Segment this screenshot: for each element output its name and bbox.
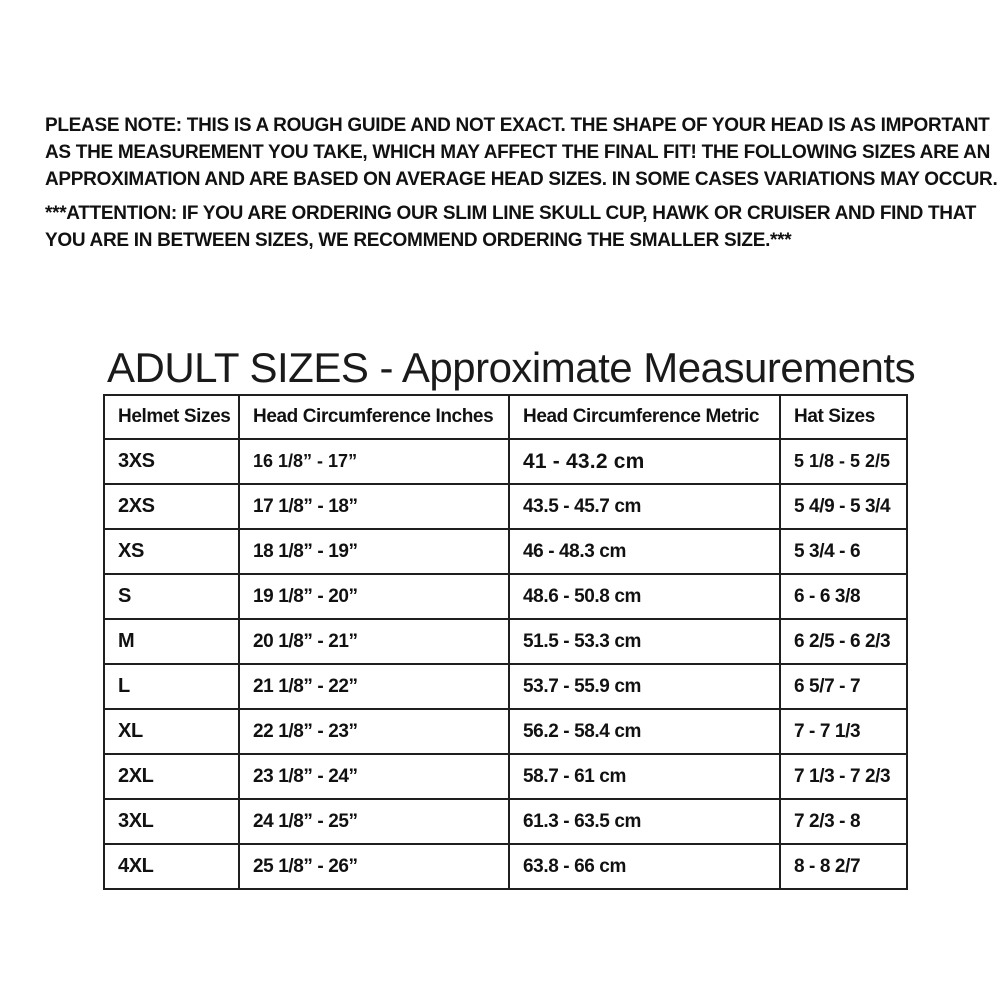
cell-head-circumference-inches-row-1: 17 1/8” - 18” — [239, 484, 509, 529]
table-body — [104, 439, 907, 889]
cell-head-circumference-metric-row-8: 61.3 - 63.5 cm — [509, 799, 780, 844]
cell-hat-sizes-row-3: 6 - 6 3/8 — [780, 574, 907, 619]
cell-head-circumference-inches-row-5: 21 1/8” - 22” — [239, 664, 509, 709]
table-row-4xl — [104, 844, 907, 889]
cell-head-circumference-inches-row-8: 24 1/8” - 25” — [239, 799, 509, 844]
cell-hat-sizes-row-1: 5 4/9 - 5 3/4 — [780, 484, 907, 529]
cell-helmet-sizes-row-1: 2XS — [104, 484, 239, 529]
table-row-3xs — [104, 439, 907, 484]
cell-head-circumference-inches-row-9: 25 1/8” - 26” — [239, 844, 509, 889]
cell-head-circumference-metric-row-3: 48.6 - 50.8 cm — [509, 574, 780, 619]
column-header-hat-sizes: Hat Sizes — [780, 395, 907, 439]
column-header-helmet-sizes: Helmet Sizes — [104, 395, 239, 439]
cell-helmet-sizes-row-9: 4XL — [104, 844, 239, 889]
cell-head-circumference-inches-row-3: 19 1/8” - 20” — [239, 574, 509, 619]
cell-head-circumference-metric-row-9: 63.8 - 66 cm — [509, 844, 780, 889]
cell-hat-sizes-row-0: 5 1/8 - 5 2/5 — [780, 439, 907, 484]
column-header-head-circumference-inches: Head Circumference Inches — [239, 395, 509, 439]
table-row-3xl — [104, 799, 907, 844]
table-header — [104, 395, 907, 439]
cell-head-circumference-inches-row-4: 20 1/8” - 21” — [239, 619, 509, 664]
cell-head-circumference-metric-row-2: 46 - 48.3 cm — [509, 529, 780, 574]
cell-helmet-sizes-row-5: L — [104, 664, 239, 709]
note-paragraph — [45, 112, 997, 193]
table-row-m — [104, 619, 907, 664]
cell-hat-sizes-row-6: 7 - 7 1/3 — [780, 709, 907, 754]
cell-hat-sizes-row-7: 7 1/3 - 7 2/3 — [780, 754, 907, 799]
cell-head-circumference-metric-row-7: 58.7 - 61 cm — [509, 754, 780, 799]
attention-paragraph — [45, 200, 976, 254]
header-row — [104, 395, 907, 439]
note-line: APPROXIMATION AND ARE BASED ON AVERAGE HEAD SIZES. IN SOME CASES VARIATIONS MAY OCCUR. — [45, 169, 998, 190]
cell-head-circumference-metric-row-4: 51.5 - 53.3 cm — [509, 619, 780, 664]
table-row-l — [104, 664, 907, 709]
adult-sizes-table — [103, 394, 908, 890]
table-row-s — [104, 574, 907, 619]
cell-helmet-sizes-row-3: S — [104, 574, 239, 619]
page-title: ADULT SIZES - Approximate Measurements — [107, 344, 916, 392]
cell-helmet-sizes-row-6: XL — [104, 709, 239, 754]
cell-hat-sizes-row-4: 6 2/5 - 6 2/3 — [780, 619, 907, 664]
cell-hat-sizes-row-9: 8 - 8 2/7 — [780, 844, 907, 889]
table-row-2xl — [104, 754, 907, 799]
cell-hat-sizes-row-8: 7 2/3 - 8 — [780, 799, 907, 844]
table-row-2xs — [104, 484, 907, 529]
cell-hat-sizes-row-5: 6 5/7 - 7 — [780, 664, 907, 709]
cell-head-circumference-metric-row-6: 56.2 - 58.4 cm — [509, 709, 780, 754]
note-line: PLEASE NOTE: THIS IS A ROUGH GUIDE AND NOT EXACT. THE SHAPE OF YOUR HEAD IS AS IMPORTANT — [45, 115, 990, 136]
cell-head-circumference-inches-row-0: 16 1/8” - 17” — [239, 439, 509, 484]
attention-line: ***ATTENTION: IF YOU ARE ORDERING OUR SLIM LINE SKULL CUP, HAWK OR CRUISER AND FIND THAT — [45, 203, 977, 224]
column-header-head-circumference-metric: Head Circumference Metric — [509, 395, 780, 439]
cell-head-circumference-metric-row-0: 41 - 43.2 cm — [509, 439, 780, 484]
cell-head-circumference-inches-row-2: 18 1/8” - 19” — [239, 529, 509, 574]
cell-head-circumference-metric-row-1: 43.5 - 45.7 cm — [509, 484, 780, 529]
cell-hat-sizes-row-2: 5 3/4 - 6 — [780, 529, 907, 574]
cell-helmet-sizes-row-2: XS — [104, 529, 239, 574]
note-line: AS THE MEASUREMENT YOU TAKE, WHICH MAY AFFECT THE FINAL FIT! THE FOLLOWING SIZES ARE AN — [45, 142, 991, 163]
cell-helmet-sizes-row-8: 3XL — [104, 799, 239, 844]
attention-line: YOU ARE IN BETWEEN SIZES, WE RECOMMEND ORDERING THE SMALLER SIZE.*** — [45, 230, 792, 251]
table-row-xl — [104, 709, 907, 754]
table-row-xs — [104, 529, 907, 574]
cell-head-circumference-inches-row-7: 23 1/8” - 24” — [239, 754, 509, 799]
cell-head-circumference-inches-row-6: 22 1/8” - 23” — [239, 709, 509, 754]
cell-helmet-sizes-row-4: M — [104, 619, 239, 664]
cell-helmet-sizes-row-0: 3XS — [104, 439, 239, 484]
cell-head-circumference-metric-row-5: 53.7 - 55.9 cm — [509, 664, 780, 709]
cell-helmet-sizes-row-7: 2XL — [104, 754, 239, 799]
